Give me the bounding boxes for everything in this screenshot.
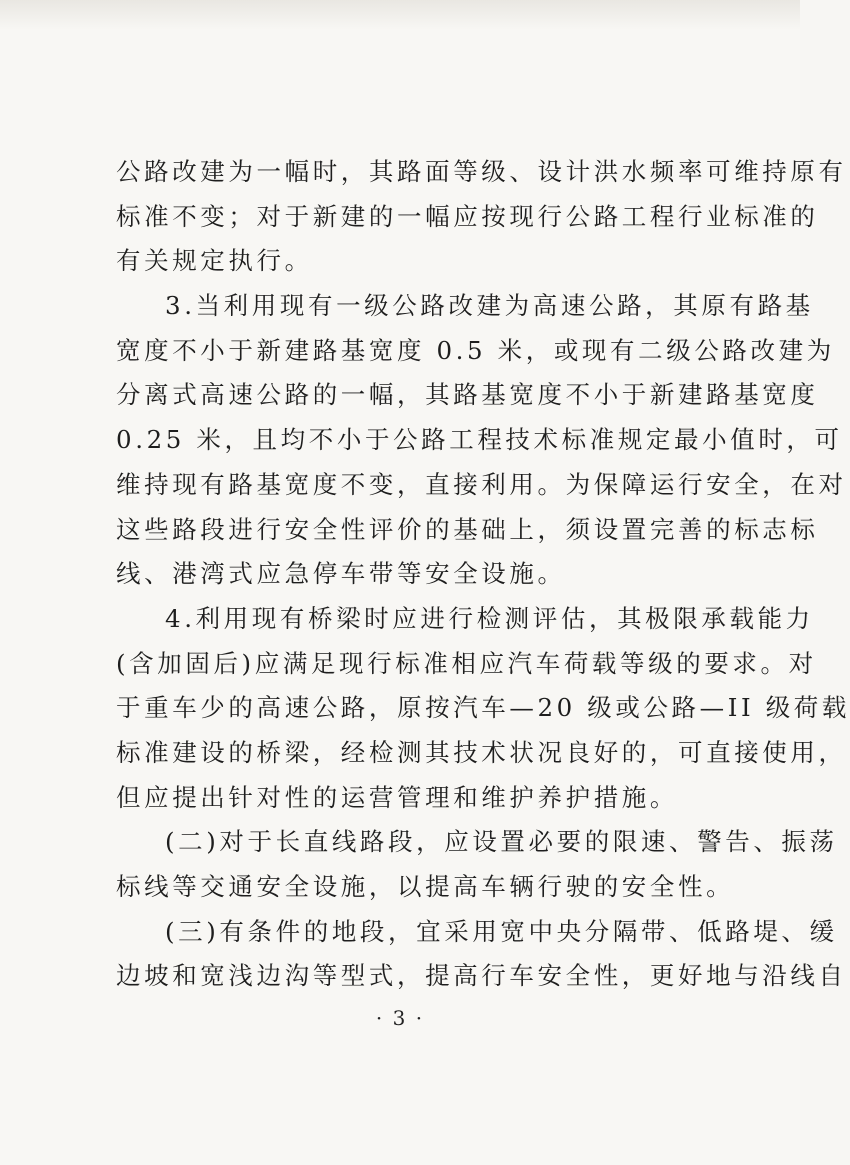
text-line: 标准不变；对于新建的一幅应按现行公路工程行业标准的 (116, 201, 819, 231)
text-line: 于重车少的高速公路，原按汽车—20 级或公路—II 级荷载 (116, 693, 850, 723)
text-line: 宽度不小于新建路基宽度 0.5 米，或现有二级公路改建为 (116, 335, 835, 365)
text-line: 这些路段进行安全性评价的基础上，须设置完善的标志标 (116, 514, 819, 544)
paragraph-3-start: 3.当利用现有一级公路改建为高速公路，其原有路基 (165, 291, 814, 321)
paragraph-4-start: 4.利用现有桥梁时应进行检测评估，其极限承载能力 (165, 603, 814, 633)
page-number: · 3 · (375, 1006, 425, 1030)
text-line: 维持现有路基宽度不变，直接利用。为保障运行安全，在对 (116, 469, 847, 499)
section-3-start: (三)有条件的地段，宜采用宽中央分隔带、低路堤、缓 (165, 916, 838, 946)
text-line: 但应提出针对性的运营管理和维护养护措施。 (116, 782, 678, 812)
text-line: 分离式高速公路的一幅，其路基宽度不小于新建路基宽度 (116, 380, 819, 410)
scan-shadow (0, 0, 800, 30)
text-line: 公路改建为一幅时，其路面等级、设计洪水频率可维持原有 (116, 157, 847, 186)
text-line: 有关规定执行。 (116, 246, 313, 276)
body-text (116, 150, 850, 999)
text-line: 0.25 米，且均不小于公路工程技术标准规定最小值时，可 (116, 425, 843, 455)
section-2-start: (二)对于长直线路段，应设置必要的限速、警告、振荡 (165, 827, 838, 857)
text-line: 线、港湾式应急停车带等安全设施。 (116, 559, 566, 589)
text-line: 边坡和宽浅边沟等型式，提高行车安全性，更好地与沿线自 (116, 961, 847, 991)
text-line: (含加固后)应满足现行标准相应汽车荷载等级的要求。对 (116, 648, 817, 678)
text-line: 标准建设的桥梁，经检测其技术状况良好的，可直接使用， (116, 737, 847, 767)
text-line: 标线等交通安全设施，以提高车辆行驶的安全性。 (116, 872, 735, 901)
